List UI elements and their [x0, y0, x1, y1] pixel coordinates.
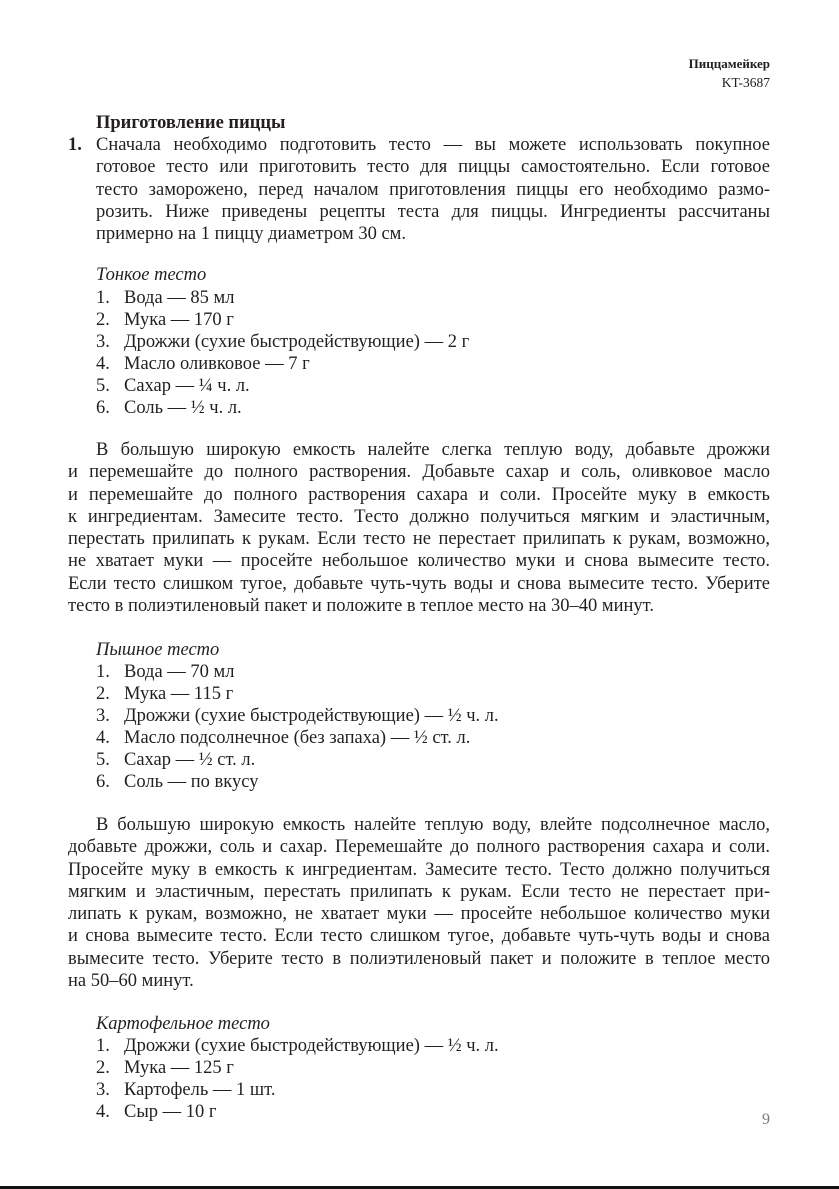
text-line: готовое тесто или приготовить тесто для пиццы самостоятельно. Если готовое [96, 157, 770, 178]
recipe-title-thin-dough: Тонкое тесто [96, 265, 207, 285]
recipe-title-potato-dough: Картофельное тесто [96, 1014, 270, 1034]
text-line: перестать прилипать к рукам. Если тесто не перестает прилипать к рукам, возможно, [68, 529, 770, 550]
page-number: 9 [762, 1111, 770, 1128]
header-model-number: KT-3687 [721, 75, 770, 90]
text-line: не хватает муки — просейте небольшое количество муки и снова вымесите тесто. [68, 551, 770, 572]
text-line: и перемешайте до полного растворения сахара и соли. Просейте муку в емкость [68, 484, 770, 505]
text-line: Сначала необходимо подготовить тесто — вы можете использовать покупное [96, 135, 770, 155]
ingredient-item: 6. Соль — по вкусу [96, 772, 259, 792]
ingredient-item: 6. Соль — ½ ч. л. [96, 398, 242, 418]
text-line: и снова вымесите тесто. Если тесто слишком тугое, добавьте чуть-чуть воды и снова [68, 926, 770, 947]
ingredient-item: 2. Мука — 170 г [96, 310, 234, 330]
section-title: Приготовление пиццы [96, 113, 286, 133]
text-line: примерно на 1 пиццу диаметром 30 см. [96, 224, 406, 245]
text-line: В большую широкую емкость налейте слегка теплую воду, добавьте дрожжи [96, 440, 770, 460]
ingredient-item: 4. Масло подсолнечное (без запаха) — ½ ст. л. [96, 728, 471, 748]
ingredient-item: 4. Сыр — 10 г [96, 1102, 217, 1122]
text-line: В большую широкую емкость налейте теплую воду, влейте подсолнечное масло, [96, 815, 770, 835]
text-line: вымесите тесто. Уберите тесто в полиэтиленовый пакет и положите в теплое место [68, 948, 770, 969]
header-product-name: Пиццамейкер [688, 56, 770, 71]
ingredient-list-fluffy-dough [96, 661, 499, 793]
ingredient-item: 1. Вода — 85 мл [96, 288, 235, 308]
text-line: тесто заморожено, перед началом приготовления пиццы его необходимо размо- [96, 179, 770, 200]
ingredient-item: 1. Дрожжи (сухие быстродействующие) — ½ ч. л. [96, 1036, 499, 1056]
ingredient-item: 2. Мука — 125 г [96, 1058, 234, 1078]
instructions-thin-dough [68, 439, 770, 617]
ingredient-list-thin-dough [96, 287, 469, 419]
text-line: и перемешайте до полного растворения. Добавьте сахар и соль, оливковое масло [68, 462, 770, 483]
text-line: на 50–60 минут. [68, 971, 194, 992]
ingredient-item: 4. Масло оливковое — 7 г [96, 354, 310, 374]
text-line: тесто в полиэтиленовый пакет и положите в теплое место на 30–40 минут. [68, 596, 655, 617]
ingredient-item: 3. Картофель — 1 шт. [96, 1080, 276, 1100]
ingredient-item: 3. Дрожжи (сухие быстродействующие) — ½ ч. л. [96, 706, 499, 726]
instructions-fluffy-dough [68, 814, 770, 992]
text-line: Просейте муку в емкость к ингредиентам. Замесите тесто. Тесто должно получиться [68, 859, 770, 880]
text-line: липать к рукам, возможно, не хватает муки — просейте небольшое количество муки [68, 904, 770, 925]
ingredient-item: 1. Вода — 70 мл [96, 662, 235, 682]
text-line: Если тесто слишком тугое, добавьте чуть-чуть воды и снова вымесите тесто. Уберите [68, 573, 770, 594]
ingredient-item: 5. Сахар — ½ ст. л. [96, 750, 256, 770]
text-line: добавьте дрожжи, соль и сахар. Перемешайте до полного растворения сахара и соли. [68, 837, 770, 858]
ingredient-item: 3. Дрожжи (сухие быстродействующие) — 2 г [96, 332, 470, 352]
recipe-title-fluffy-dough: Пышное тесто [96, 640, 220, 660]
step-number: 1. [68, 135, 82, 155]
ingredient-list-potato-dough [96, 1035, 499, 1123]
page-header [689, 54, 770, 92]
text-line: розить. Ниже приведены рецепты теста для пиццы. Ингредиенты рассчитаны [96, 201, 770, 222]
text-line: мягким и эластичным, перестать прилипать к рукам. Если тесто не перестает при- [68, 881, 770, 902]
ingredient-item: 5. Сахар — ¼ ч. л. [96, 376, 250, 396]
ingredient-item: 2. Мука — 115 г [96, 684, 234, 704]
step-text [96, 134, 770, 245]
text-line: к ингредиентам. Замесите тесто. Тесто должно получиться мягким и эластичным, [68, 506, 770, 527]
